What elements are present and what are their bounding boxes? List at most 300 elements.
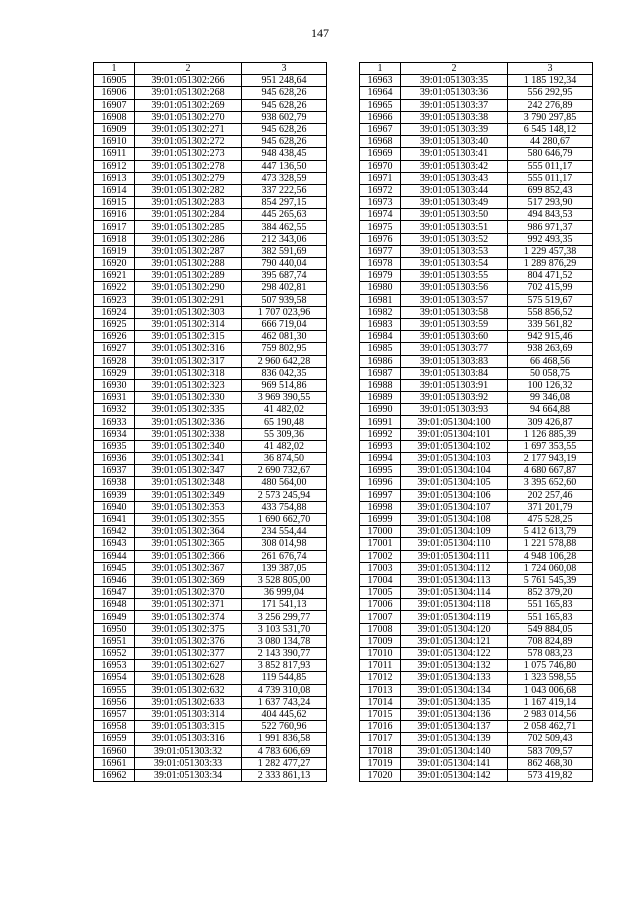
row-number-cell: 16924	[94, 306, 135, 318]
row-number-cell: 16911	[94, 148, 135, 160]
row-number-cell: 16920	[94, 258, 135, 270]
row-number-cell: 16990	[360, 404, 401, 416]
value-cell: 66 468,56	[508, 355, 593, 367]
value-cell: 3 528 805,00	[242, 574, 327, 586]
table-row	[94, 696, 327, 708]
table-row	[94, 526, 327, 538]
value-cell: 1 637 743,24	[242, 696, 327, 708]
value-cell: 583 709,57	[508, 745, 593, 757]
table-row	[360, 453, 593, 465]
table-row	[94, 233, 327, 245]
table-row	[94, 587, 327, 599]
table-row	[94, 599, 327, 611]
right-table-body	[360, 63, 593, 782]
row-number-cell: 16984	[360, 331, 401, 343]
value-cell: 371 201,79	[508, 501, 593, 513]
value-cell: 1 289 876,29	[508, 258, 593, 270]
cadastral-number-cell: 39:01:051303:52	[401, 233, 508, 245]
cadastral-number-cell: 39:01:051302:370	[135, 587, 242, 599]
table-row	[360, 769, 593, 781]
cadastral-number-cell: 39:01:051302:278	[135, 160, 242, 172]
row-number-cell: 17016	[360, 721, 401, 733]
row-number-cell: 16968	[360, 136, 401, 148]
cadastral-number-cell: 39:01:051304:140	[401, 745, 508, 757]
value-cell: 382 591,69	[242, 245, 327, 257]
value-cell: 119 544,85	[242, 672, 327, 684]
row-number-cell: 16955	[94, 684, 135, 696]
row-number-cell: 16936	[94, 453, 135, 465]
row-number-cell: 16966	[360, 111, 401, 123]
table-row	[94, 197, 327, 209]
value-cell: 1 991 836,58	[242, 733, 327, 745]
table-row	[360, 404, 593, 416]
table-row	[360, 318, 593, 330]
table-row	[360, 526, 593, 538]
value-cell: 790 440,04	[242, 258, 327, 270]
cadastral-number-cell: 39:01:051304:105	[401, 477, 508, 489]
row-number-cell: 16995	[360, 465, 401, 477]
table-row	[94, 123, 327, 135]
cadastral-number-cell: 39:01:051303:53	[401, 245, 508, 257]
value-cell: 522 760,96	[242, 721, 327, 733]
cadastral-number-cell: 39:01:051303:37	[401, 99, 508, 111]
value-cell: 1 167 419,14	[508, 696, 593, 708]
cadastral-number-cell: 39:01:051303:83	[401, 355, 508, 367]
row-number-cell: 16998	[360, 501, 401, 513]
value-cell: 44 280,67	[508, 136, 593, 148]
value-cell: 2 573 245,94	[242, 489, 327, 501]
value-cell: 1 043 006,68	[508, 684, 593, 696]
table-row	[360, 367, 593, 379]
table-row	[94, 318, 327, 330]
cadastral-number-cell: 39:01:051302:633	[135, 696, 242, 708]
row-number-cell: 16916	[94, 209, 135, 221]
row-number-cell: 16985	[360, 343, 401, 355]
value-cell: 337 222,56	[242, 184, 327, 196]
cadastral-number-cell: 39:01:051303:57	[401, 294, 508, 306]
row-number-cell: 16946	[94, 574, 135, 586]
value-cell: 94 664,88	[508, 404, 593, 416]
row-number-cell: 17000	[360, 526, 401, 538]
cadastral-number-cell: 39:01:051303:55	[401, 270, 508, 282]
cadastral-number-cell: 39:01:051304:142	[401, 769, 508, 781]
value-cell: 951 248,64	[242, 75, 327, 87]
cadastral-number-cell: 39:01:051302:291	[135, 294, 242, 306]
cadastral-number-cell: 39:01:051303:50	[401, 209, 508, 221]
value-cell: 854 297,15	[242, 197, 327, 209]
value-cell: 551 165,83	[508, 611, 593, 623]
row-number-cell: 16940	[94, 501, 135, 513]
cadastral-number-cell: 39:01:051302:338	[135, 428, 242, 440]
value-cell: 555 011,17	[508, 172, 593, 184]
value-cell: 475 528,25	[508, 513, 593, 525]
cadastral-number-cell: 39:01:051302:632	[135, 684, 242, 696]
table-row	[360, 599, 593, 611]
cadastral-number-cell: 39:01:051304:137	[401, 721, 508, 733]
row-number-cell: 17006	[360, 599, 401, 611]
table-row	[360, 416, 593, 428]
value-cell: 556 292,95	[508, 87, 593, 99]
value-cell: 836 042,35	[242, 367, 327, 379]
value-cell: 938 263,69	[508, 343, 593, 355]
row-number-cell: 16952	[94, 648, 135, 660]
cadastral-number-cell: 39:01:051304:110	[401, 538, 508, 550]
row-number-cell: 16989	[360, 392, 401, 404]
table-row	[360, 428, 593, 440]
cadastral-number-cell: 39:01:051303:41	[401, 148, 508, 160]
table-row	[360, 684, 593, 696]
value-cell: 1 697 353,55	[508, 440, 593, 452]
column-header-2: 2	[401, 63, 508, 75]
cadastral-number-cell: 39:01:051302:348	[135, 477, 242, 489]
cadastral-number-cell: 39:01:051302:284	[135, 209, 242, 221]
cadastral-number-cell: 39:01:051304:111	[401, 550, 508, 562]
cadastral-number-cell: 39:01:051302:288	[135, 258, 242, 270]
value-cell: 2 143 390,77	[242, 648, 327, 660]
cadastral-number-cell: 39:01:051302:374	[135, 611, 242, 623]
value-cell: 433 754,88	[242, 501, 327, 513]
row-number-cell: 16963	[360, 75, 401, 87]
value-cell: 575 519,67	[508, 294, 593, 306]
row-number-cell: 16991	[360, 416, 401, 428]
table-row	[360, 757, 593, 769]
row-number-cell: 16957	[94, 708, 135, 720]
value-cell: 3 395 652,60	[508, 477, 593, 489]
table-row	[94, 513, 327, 525]
left-register-table	[93, 62, 327, 782]
value-cell: 234 554,44	[242, 526, 327, 538]
table-row	[94, 708, 327, 720]
value-cell: 1 185 192,34	[508, 75, 593, 87]
table-row	[94, 343, 327, 355]
cadastral-number-cell: 39:01:051302:316	[135, 343, 242, 355]
table-row	[94, 453, 327, 465]
row-number-cell: 16942	[94, 526, 135, 538]
value-cell: 41 482,02	[242, 440, 327, 452]
row-number-cell: 16977	[360, 245, 401, 257]
value-cell: 1 282 477,27	[242, 757, 327, 769]
cadastral-number-cell: 39:01:051302:289	[135, 270, 242, 282]
cadastral-number-cell: 39:01:051303:77	[401, 343, 508, 355]
row-number-cell: 17010	[360, 648, 401, 660]
row-number-cell: 16983	[360, 318, 401, 330]
table-row	[94, 184, 327, 196]
table-row	[360, 221, 593, 233]
cadastral-number-cell: 39:01:051303:35	[401, 75, 508, 87]
cadastral-number-cell: 39:01:051303:91	[401, 379, 508, 391]
row-number-cell: 16917	[94, 221, 135, 233]
value-cell: 938 602,79	[242, 111, 327, 123]
value-cell: 462 081,30	[242, 331, 327, 343]
row-number-cell: 16982	[360, 306, 401, 318]
value-cell: 395 687,74	[242, 270, 327, 282]
table-row	[94, 87, 327, 99]
table-row	[94, 477, 327, 489]
cadastral-number-cell: 39:01:051302:268	[135, 87, 242, 99]
table-row	[360, 258, 593, 270]
table-row	[94, 489, 327, 501]
table-row	[360, 379, 593, 391]
row-number-cell: 17003	[360, 562, 401, 574]
value-cell: 507 939,58	[242, 294, 327, 306]
cadastral-number-cell: 39:01:051304:103	[401, 453, 508, 465]
table-row	[94, 221, 327, 233]
row-number-cell: 16947	[94, 587, 135, 599]
value-cell: 308 014,98	[242, 538, 327, 550]
cadastral-number-cell: 39:01:051303:38	[401, 111, 508, 123]
row-number-cell: 16929	[94, 367, 135, 379]
table-row	[94, 209, 327, 221]
cadastral-number-cell: 39:01:051303:42	[401, 160, 508, 172]
value-cell: 261 676,74	[242, 550, 327, 562]
cadastral-number-cell: 39:01:051303:60	[401, 331, 508, 343]
row-number-cell: 16928	[94, 355, 135, 367]
table-row	[94, 282, 327, 294]
value-cell: 1 126 885,39	[508, 428, 593, 440]
row-number-cell: 16999	[360, 513, 401, 525]
cadastral-number-cell: 39:01:051304:102	[401, 440, 508, 452]
row-number-cell: 16934	[94, 428, 135, 440]
row-number-cell: 16918	[94, 233, 135, 245]
row-number-cell: 16988	[360, 379, 401, 391]
cadastral-number-cell: 39:01:051304:101	[401, 428, 508, 440]
cadastral-number-cell: 39:01:051303:315	[135, 721, 242, 733]
row-number-cell: 16958	[94, 721, 135, 733]
table-row	[94, 136, 327, 148]
table-row	[94, 331, 327, 343]
value-cell: 759 802,95	[242, 343, 327, 355]
header-row	[94, 63, 327, 75]
row-number-cell: 16953	[94, 660, 135, 672]
table-row	[360, 355, 593, 367]
row-number-cell: 17019	[360, 757, 401, 769]
value-cell: 384 462,55	[242, 221, 327, 233]
value-cell: 242 276,89	[508, 99, 593, 111]
cadastral-number-cell: 39:01:051303:39	[401, 123, 508, 135]
value-cell: 3 256 299,77	[242, 611, 327, 623]
row-number-cell: 17008	[360, 623, 401, 635]
value-cell: 55 309,36	[242, 428, 327, 440]
row-number-cell: 16907	[94, 99, 135, 111]
table-row	[94, 148, 327, 160]
value-cell: 1 707 023,96	[242, 306, 327, 318]
table-row	[360, 282, 593, 294]
value-cell: 5 761 545,39	[508, 574, 593, 586]
table-row	[360, 672, 593, 684]
table-row	[360, 306, 593, 318]
table-row	[360, 635, 593, 647]
cadastral-number-cell: 39:01:051302:273	[135, 148, 242, 160]
table-row	[94, 660, 327, 672]
value-cell: 702 509,43	[508, 733, 593, 745]
value-cell: 549 884,05	[508, 623, 593, 635]
cadastral-number-cell: 39:01:051304:108	[401, 513, 508, 525]
row-number-cell: 16971	[360, 172, 401, 184]
table-row	[94, 538, 327, 550]
cadastral-number-cell: 39:01:051303:34	[135, 769, 242, 781]
cadastral-number-cell: 39:01:051304:109	[401, 526, 508, 538]
cadastral-number-cell: 39:01:051302:285	[135, 221, 242, 233]
row-number-cell: 16964	[360, 87, 401, 99]
row-number-cell: 16996	[360, 477, 401, 489]
cadastral-number-cell: 39:01:051302:271	[135, 123, 242, 135]
value-cell: 702 415,99	[508, 282, 593, 294]
cadastral-number-cell: 39:01:051302:364	[135, 526, 242, 538]
value-cell: 480 564,00	[242, 477, 327, 489]
row-number-cell: 16919	[94, 245, 135, 257]
cadastral-number-cell: 39:01:051303:84	[401, 367, 508, 379]
table-row	[360, 148, 593, 160]
cadastral-number-cell: 39:01:051304:132	[401, 660, 508, 672]
table-row	[94, 258, 327, 270]
table-row	[94, 75, 327, 87]
row-number-cell: 16927	[94, 343, 135, 355]
row-number-cell: 16956	[94, 696, 135, 708]
row-number-cell: 16972	[360, 184, 401, 196]
cadastral-number-cell: 39:01:051302:330	[135, 392, 242, 404]
table-row	[360, 440, 593, 452]
row-number-cell: 16954	[94, 672, 135, 684]
table-row	[94, 416, 327, 428]
value-cell: 942 915,46	[508, 331, 593, 343]
row-number-cell: 16941	[94, 513, 135, 525]
table-row	[94, 635, 327, 647]
value-cell: 3 852 817,93	[242, 660, 327, 672]
left-table-body	[94, 63, 327, 782]
row-number-cell: 16945	[94, 562, 135, 574]
table-row	[360, 660, 593, 672]
value-cell: 473 328,59	[242, 172, 327, 184]
cadastral-number-cell: 39:01:051302:349	[135, 489, 242, 501]
column-header-3: 3	[242, 63, 327, 75]
value-cell: 212 343,06	[242, 233, 327, 245]
cadastral-number-cell: 39:01:051303:59	[401, 318, 508, 330]
cadastral-number-cell: 39:01:051304:135	[401, 696, 508, 708]
cadastral-number-cell: 39:01:051303:44	[401, 184, 508, 196]
cadastral-number-cell: 39:01:051303:92	[401, 392, 508, 404]
cadastral-number-cell: 39:01:051302:283	[135, 197, 242, 209]
value-cell: 558 856,52	[508, 306, 593, 318]
row-number-cell: 16938	[94, 477, 135, 489]
row-number-cell: 16937	[94, 465, 135, 477]
value-cell: 945 628,26	[242, 136, 327, 148]
table-row	[360, 648, 593, 660]
table-row	[94, 757, 327, 769]
value-cell: 3 790 297,85	[508, 111, 593, 123]
row-number-cell: 16935	[94, 440, 135, 452]
value-cell: 339 561,82	[508, 318, 593, 330]
table-row	[360, 477, 593, 489]
table-row	[360, 184, 593, 196]
value-cell: 578 083,23	[508, 648, 593, 660]
cadastral-number-cell: 39:01:051302:628	[135, 672, 242, 684]
table-row	[94, 684, 327, 696]
value-cell: 852 379,20	[508, 587, 593, 599]
table-row	[94, 294, 327, 306]
cadastral-number-cell: 39:01:051302:367	[135, 562, 242, 574]
table-row	[360, 611, 593, 623]
cadastral-number-cell: 39:01:051304:133	[401, 672, 508, 684]
table-row	[94, 404, 327, 416]
row-number-cell: 16973	[360, 197, 401, 209]
cadastral-number-cell: 39:01:051302:317	[135, 355, 242, 367]
row-number-cell: 16961	[94, 757, 135, 769]
value-cell: 1 724 060,08	[508, 562, 593, 574]
table-row	[360, 343, 593, 355]
value-cell: 50 058,75	[508, 367, 593, 379]
cadastral-number-cell: 39:01:051303:51	[401, 221, 508, 233]
table-row	[360, 587, 593, 599]
table-row	[360, 538, 593, 550]
table-row	[360, 136, 593, 148]
table-row	[360, 294, 593, 306]
value-cell: 708 824,89	[508, 635, 593, 647]
value-cell: 948 438,45	[242, 148, 327, 160]
table-row	[360, 574, 593, 586]
cadastral-number-cell: 39:01:051302:303	[135, 306, 242, 318]
cadastral-number-cell: 39:01:051302:353	[135, 501, 242, 513]
cadastral-number-cell: 39:01:051303:43	[401, 172, 508, 184]
value-cell: 517 293,90	[508, 197, 593, 209]
cadastral-number-cell: 39:01:051304:141	[401, 757, 508, 769]
table-row	[94, 769, 327, 781]
row-number-cell: 17015	[360, 708, 401, 720]
table-row	[94, 379, 327, 391]
cadastral-number-cell: 39:01:051304:118	[401, 599, 508, 611]
table-row	[360, 99, 593, 111]
table-row	[360, 245, 593, 257]
table-row	[94, 721, 327, 733]
value-cell: 494 843,53	[508, 209, 593, 221]
table-row	[360, 513, 593, 525]
table-row	[94, 648, 327, 660]
cadastral-number-cell: 39:01:051302:335	[135, 404, 242, 416]
cadastral-number-cell: 39:01:051303:58	[401, 306, 508, 318]
value-cell: 65 190,48	[242, 416, 327, 428]
cadastral-number-cell: 39:01:051302:318	[135, 367, 242, 379]
value-cell: 1 323 598,55	[508, 672, 593, 684]
cadastral-number-cell: 39:01:051303:33	[135, 757, 242, 769]
value-cell: 666 719,04	[242, 318, 327, 330]
cadastral-number-cell: 39:01:051304:107	[401, 501, 508, 513]
table-row	[94, 306, 327, 318]
value-cell: 3 103 531,70	[242, 623, 327, 635]
row-number-cell: 16910	[94, 136, 135, 148]
table-row	[94, 111, 327, 123]
cadastral-number-cell: 39:01:051304:121	[401, 635, 508, 647]
row-number-cell: 16939	[94, 489, 135, 501]
row-number-cell: 16967	[360, 123, 401, 135]
table-row	[94, 392, 327, 404]
row-number-cell: 16974	[360, 209, 401, 221]
value-cell: 202 257,46	[508, 489, 593, 501]
value-cell: 100 126,32	[508, 379, 593, 391]
row-number-cell: 17020	[360, 769, 401, 781]
value-cell: 3 080 134,78	[242, 635, 327, 647]
row-number-cell: 16925	[94, 318, 135, 330]
value-cell: 2 058 462,71	[508, 721, 593, 733]
table-row	[360, 209, 593, 221]
value-cell: 969 514,86	[242, 379, 327, 391]
value-cell: 580 646,79	[508, 148, 593, 160]
value-cell: 41 482,02	[242, 404, 327, 416]
cadastral-number-cell: 39:01:051304:113	[401, 574, 508, 586]
table-row	[94, 367, 327, 379]
value-cell: 5 412 613,79	[508, 526, 593, 538]
value-cell: 992 493,35	[508, 233, 593, 245]
cadastral-number-cell: 39:01:051304:104	[401, 465, 508, 477]
table-row	[94, 245, 327, 257]
